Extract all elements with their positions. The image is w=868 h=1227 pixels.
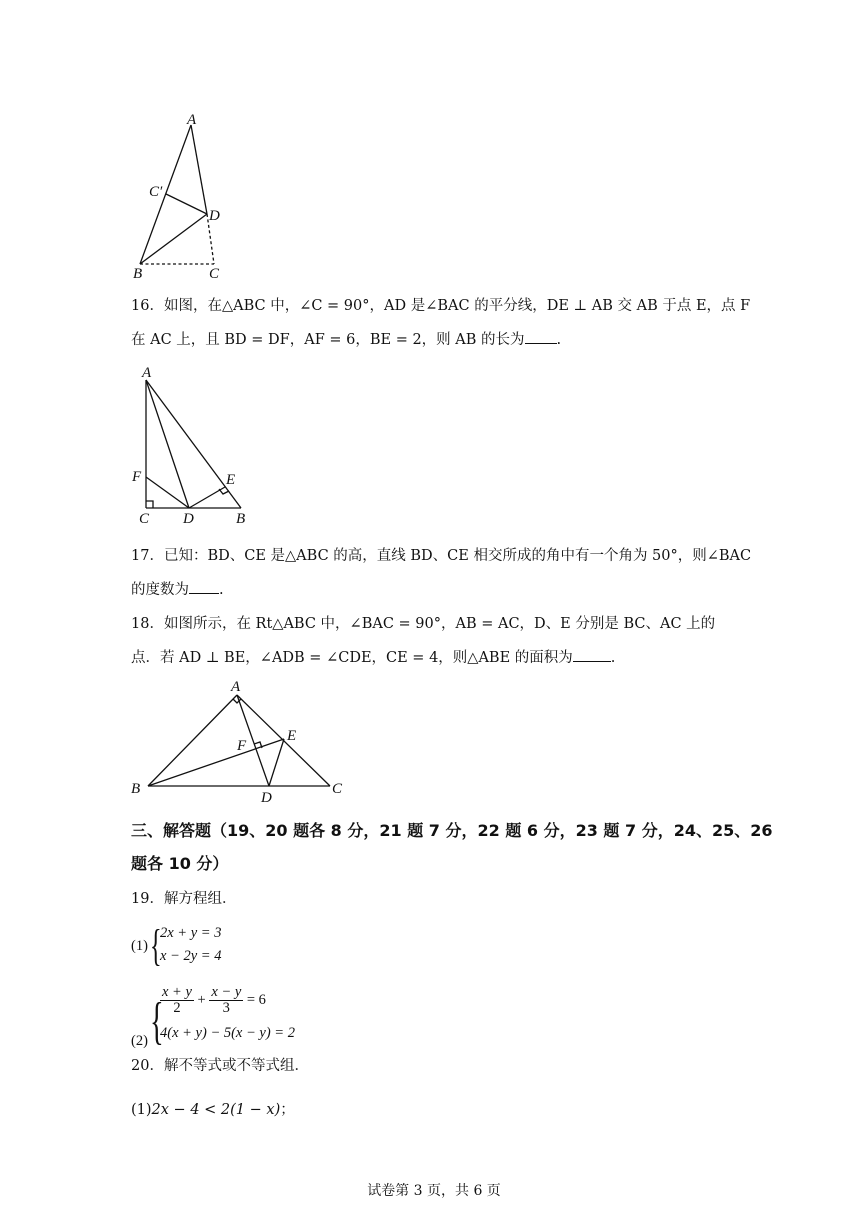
section-3-heading: 三、解答题（19、20 题各 8 分，21 题 7 分，22 题 6 分，23 题 7 分，24、25、26 — [131, 821, 773, 840]
q20-part1: (1)2x − 4 < 2(1 − x)； — [131, 1102, 295, 1118]
fig3-label-e: E — [287, 728, 297, 744]
fig1-label-a: A — [187, 112, 197, 128]
q19-part2-brace: { — [150, 993, 164, 1050]
fig2-label-b: B — [236, 511, 246, 527]
fig3-label-a: A — [231, 679, 241, 695]
q20-title: 20．解不等式或不等式组． — [131, 1058, 309, 1074]
q19-title: 19．解方程组． — [131, 891, 237, 907]
fig2-label-a: A — [142, 365, 152, 381]
q19-part2-label: (2) — [131, 1033, 148, 1049]
fig3-label-d: D — [261, 790, 272, 806]
q19-part1-eq1: 2x + y = 3 — [160, 925, 222, 941]
q17-line-2: 的度数为 . — [131, 582, 224, 598]
q16-line-1: 16．如图，在△ABC 中，∠C = 90°，AD 是∠BAC 的平分线，DE ⊥ AB 交 AB 于点 E，点 F — [131, 298, 751, 314]
fig1-label-c: C — [209, 266, 220, 282]
q19-part2-eq2: 4(x + y) − 5(x − y) = 2 — [160, 1025, 295, 1041]
figure-1-triangle — [125, 110, 235, 285]
section-3-heading-cont: 题各 10 分） — [131, 854, 229, 873]
fig1-label-cprime: C′ — [149, 184, 163, 200]
fig1-label-b: B — [133, 266, 143, 282]
fig2-label-f: F — [132, 469, 142, 485]
figure-2-triangle — [125, 360, 260, 530]
page-footer: 试卷第 3 页，共 6 页 — [367, 1183, 501, 1199]
fig2-label-e: E — [226, 472, 236, 488]
fig2-label-d: D — [183, 511, 194, 527]
fig1-label-d: D — [209, 208, 220, 224]
q16-line-2: 在 AC 上，且 BD = DF，AF = 6，BE = 2，则 AB 的长为 . — [131, 332, 562, 348]
q18-line-1: 18．如图所示，在 Rt△ABC 中，∠BAC = 90°，AB = AC，D、E 分别是 BC、AC 上的 — [131, 616, 716, 632]
figure-3-triangle — [125, 672, 355, 808]
q19-part1-label: (1) — [131, 938, 148, 954]
q18-answer-blank[interactable] — [573, 649, 611, 662]
q19-part1-eq2: x − 2y = 4 — [160, 948, 222, 964]
fig3-label-c: C — [332, 781, 343, 797]
fig3-label-b: B — [131, 781, 141, 797]
q19-part2-eq1: $\frac{x + y}{2}$ + $\frac{x - y}{3}$ = 6 — [162, 984, 266, 1016]
q18-line-2: 点．若 AD ⊥ BE，∠ADB = ∠CDE，CE = 4，则△ABE 的面积为 . — [131, 650, 616, 666]
q16-answer-blank[interactable] — [525, 331, 557, 344]
q17-answer-blank[interactable] — [189, 581, 219, 594]
q19-part1-brace: { — [150, 921, 162, 970]
fig2-label-c: C — [139, 511, 150, 527]
q17-line-1: 17．已知：BD、CE 是△ABC 的高，直线 BD、CE 相交所成的角中有一个角为 50°，则∠BAC — [131, 548, 752, 564]
fig3-label-f: F — [237, 738, 247, 754]
